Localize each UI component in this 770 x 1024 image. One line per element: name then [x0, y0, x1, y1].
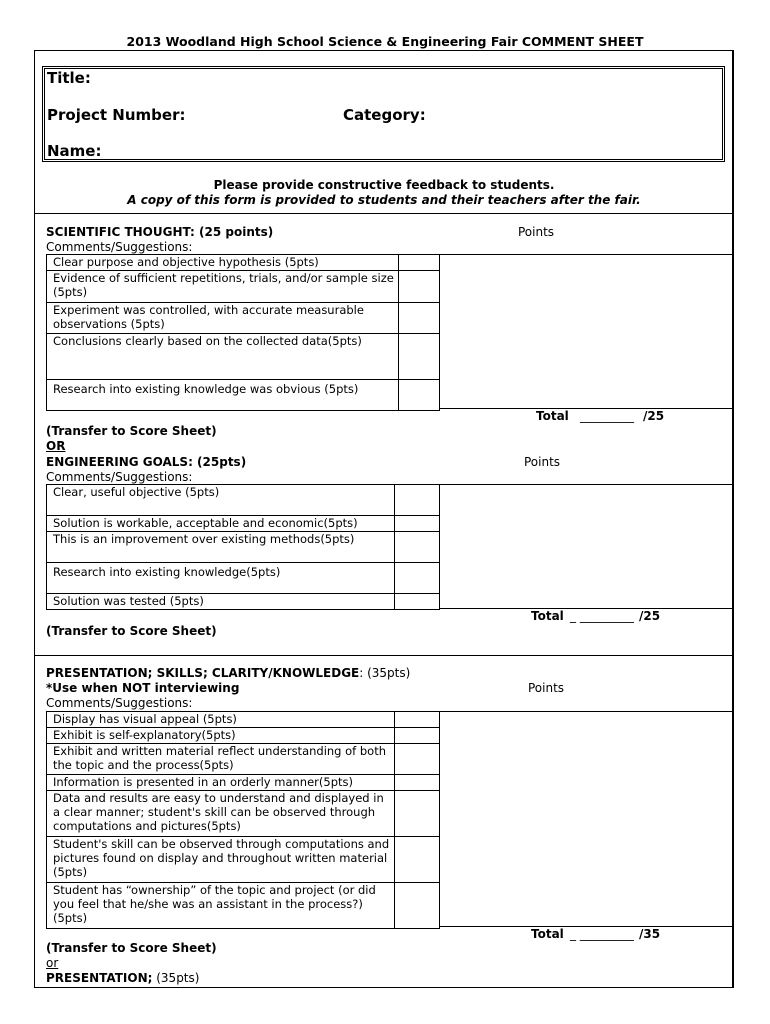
points-cell[interactable]: [395, 791, 440, 837]
or-separator: or: [46, 956, 59, 970]
points-cell[interactable]: [395, 485, 440, 516]
criterion-label: Exhibit and written material reflect understanding of both the topic and the process(5pts): [47, 744, 395, 775]
category-label: Category:: [343, 106, 426, 124]
criterion-label: Display has visual appeal (5pts): [47, 712, 395, 728]
points-cell[interactable]: [395, 563, 440, 594]
section-divider: [34, 655, 734, 656]
scientific-total-blank[interactable]: _________: [580, 409, 634, 423]
table-row: [47, 532, 440, 563]
table-row: [47, 334, 440, 380]
table-row: [47, 744, 440, 775]
criterion-label: This is an improvement over existing methods(5pts): [47, 532, 395, 563]
title-label: Title:: [47, 69, 91, 87]
presentation-footer-points: (35pts): [152, 971, 200, 985]
points-cell[interactable]: [399, 255, 440, 271]
criterion-label: Solution is workable, acceptable and economic(5pts): [47, 516, 395, 532]
table-row: [47, 837, 440, 883]
table-row: [47, 563, 440, 594]
points-cell[interactable]: [399, 334, 440, 380]
engineering-total-label: Total: [531, 609, 564, 623]
criterion-label: Solution was tested (5pts): [47, 594, 395, 610]
table-row: [47, 883, 440, 929]
criterion-label: Conclusions clearly based on the collected data(5pts): [47, 334, 399, 380]
engineering-comments-box[interactable]: [439, 484, 733, 609]
presentation-transfer-note: (Transfer to Score Sheet): [46, 941, 217, 955]
points-cell[interactable]: [399, 380, 440, 411]
points-cell[interactable]: [395, 744, 440, 775]
engineering-heading: ENGINEERING GOALS: (25pts): [46, 455, 247, 469]
scientific-comments-label: Comments/Suggestions:: [46, 240, 193, 254]
scientific-criteria-table: [46, 254, 440, 411]
criterion-label: Research into existing knowledge(5pts): [47, 563, 395, 594]
scientific-transfer-note: (Transfer to Score Sheet): [46, 424, 217, 438]
presentation-heading-points: : (35pts): [359, 666, 411, 680]
criterion-label: Data and results are easy to understand and displayed in a clear manner; student's skill can be observed through computations and pictures(5pts): [47, 791, 395, 837]
criterion-label: Clear, useful objective (5pts): [47, 485, 395, 516]
criterion-label: Experiment was controlled, with accurate measurable observations (5pts): [47, 303, 399, 334]
presentation-points-label: Points: [528, 681, 565, 695]
presentation-criteria-table: [46, 711, 440, 929]
presentation-footer-line: [46, 971, 199, 985]
table-row: [47, 728, 440, 744]
table-row: [47, 380, 440, 411]
project-number-label: Project Number:: [47, 106, 186, 124]
presentation-heading-line: [46, 666, 410, 680]
points-cell[interactable]: [395, 728, 440, 744]
table-row: [47, 791, 440, 837]
criterion-label: Evidence of sufficient repetitions, trials, and/or sample size (5pts): [47, 271, 399, 303]
table-row: [47, 303, 440, 334]
instructions-line1: Please provide constructive feedback to students.: [213, 178, 555, 192]
engineering-points-label: Points: [524, 455, 561, 469]
criterion-label: Research into existing knowledge was obvious (5pts): [47, 380, 399, 411]
points-cell[interactable]: [399, 303, 440, 334]
points-cell[interactable]: [395, 775, 440, 791]
engineering-criteria-table: [46, 484, 440, 610]
criterion-label: Information is presented in an orderly manner(5pts): [47, 775, 395, 791]
points-cell[interactable]: [395, 532, 440, 563]
points-cell[interactable]: [395, 883, 440, 929]
engineering-total-max: /25: [639, 609, 661, 623]
presentation-footer-heading: PRESENTATION;: [46, 971, 153, 985]
criterion-label: Clear purpose and objective hypothesis (5pts): [47, 255, 399, 271]
presentation-total-blank[interactable]: _ _________: [570, 927, 634, 941]
points-cell[interactable]: [395, 516, 440, 532]
table-row: [47, 516, 440, 532]
points-cell[interactable]: [399, 271, 440, 303]
presentation-total-label: Total: [531, 927, 564, 941]
name-label: Name:: [47, 142, 102, 160]
table-row: [47, 712, 440, 728]
table-row: [47, 255, 440, 271]
table-row: [47, 485, 440, 516]
engineering-comments-label: Comments/Suggestions:: [46, 470, 193, 484]
table-row: [47, 271, 440, 303]
presentation-comments-label: Comments/Suggestions:: [46, 696, 193, 710]
page-title: 2013 Woodland High School Science & Engineering Fair COMMENT SHEET: [126, 34, 644, 49]
instructions-line2: A copy of this form is provided to students and their teachers after the fair.: [127, 193, 641, 207]
criterion-label: Student has “ownership” of the topic and project (or did you feel that he/she was an assistant in the process?) (5pts): [47, 883, 395, 929]
section-divider: [34, 213, 734, 214]
scientific-comments-box[interactable]: [439, 254, 733, 409]
points-cell[interactable]: [395, 837, 440, 883]
criterion-label: Exhibit is self-explanatory(5pts): [47, 728, 395, 744]
criterion-label: Student's skill can be observed through computations and pictures found on display and throughout written material (5pts): [47, 837, 395, 883]
scientific-heading: SCIENTIFIC THOUGHT: (25 points): [46, 225, 274, 239]
table-row: [47, 594, 440, 610]
table-row: [47, 775, 440, 791]
presentation-total-max: /35: [639, 927, 661, 941]
engineering-transfer-note: (Transfer to Score Sheet): [46, 624, 217, 638]
scientific-total-max: /25: [643, 409, 665, 423]
points-cell[interactable]: [395, 712, 440, 728]
or-separator: OR: [46, 439, 66, 453]
presentation-heading: PRESENTATION; SKILLS; CLARITY/KNOWLEDGE: [46, 666, 360, 680]
engineering-total-blank[interactable]: _ _________: [570, 609, 634, 623]
presentation-comments-box[interactable]: [439, 711, 733, 927]
presentation-note: *Use when NOT interviewing: [46, 681, 240, 695]
scientific-points-label: Points: [518, 225, 555, 239]
scientific-total-label: Total: [536, 409, 569, 423]
points-cell[interactable]: [395, 594, 440, 610]
